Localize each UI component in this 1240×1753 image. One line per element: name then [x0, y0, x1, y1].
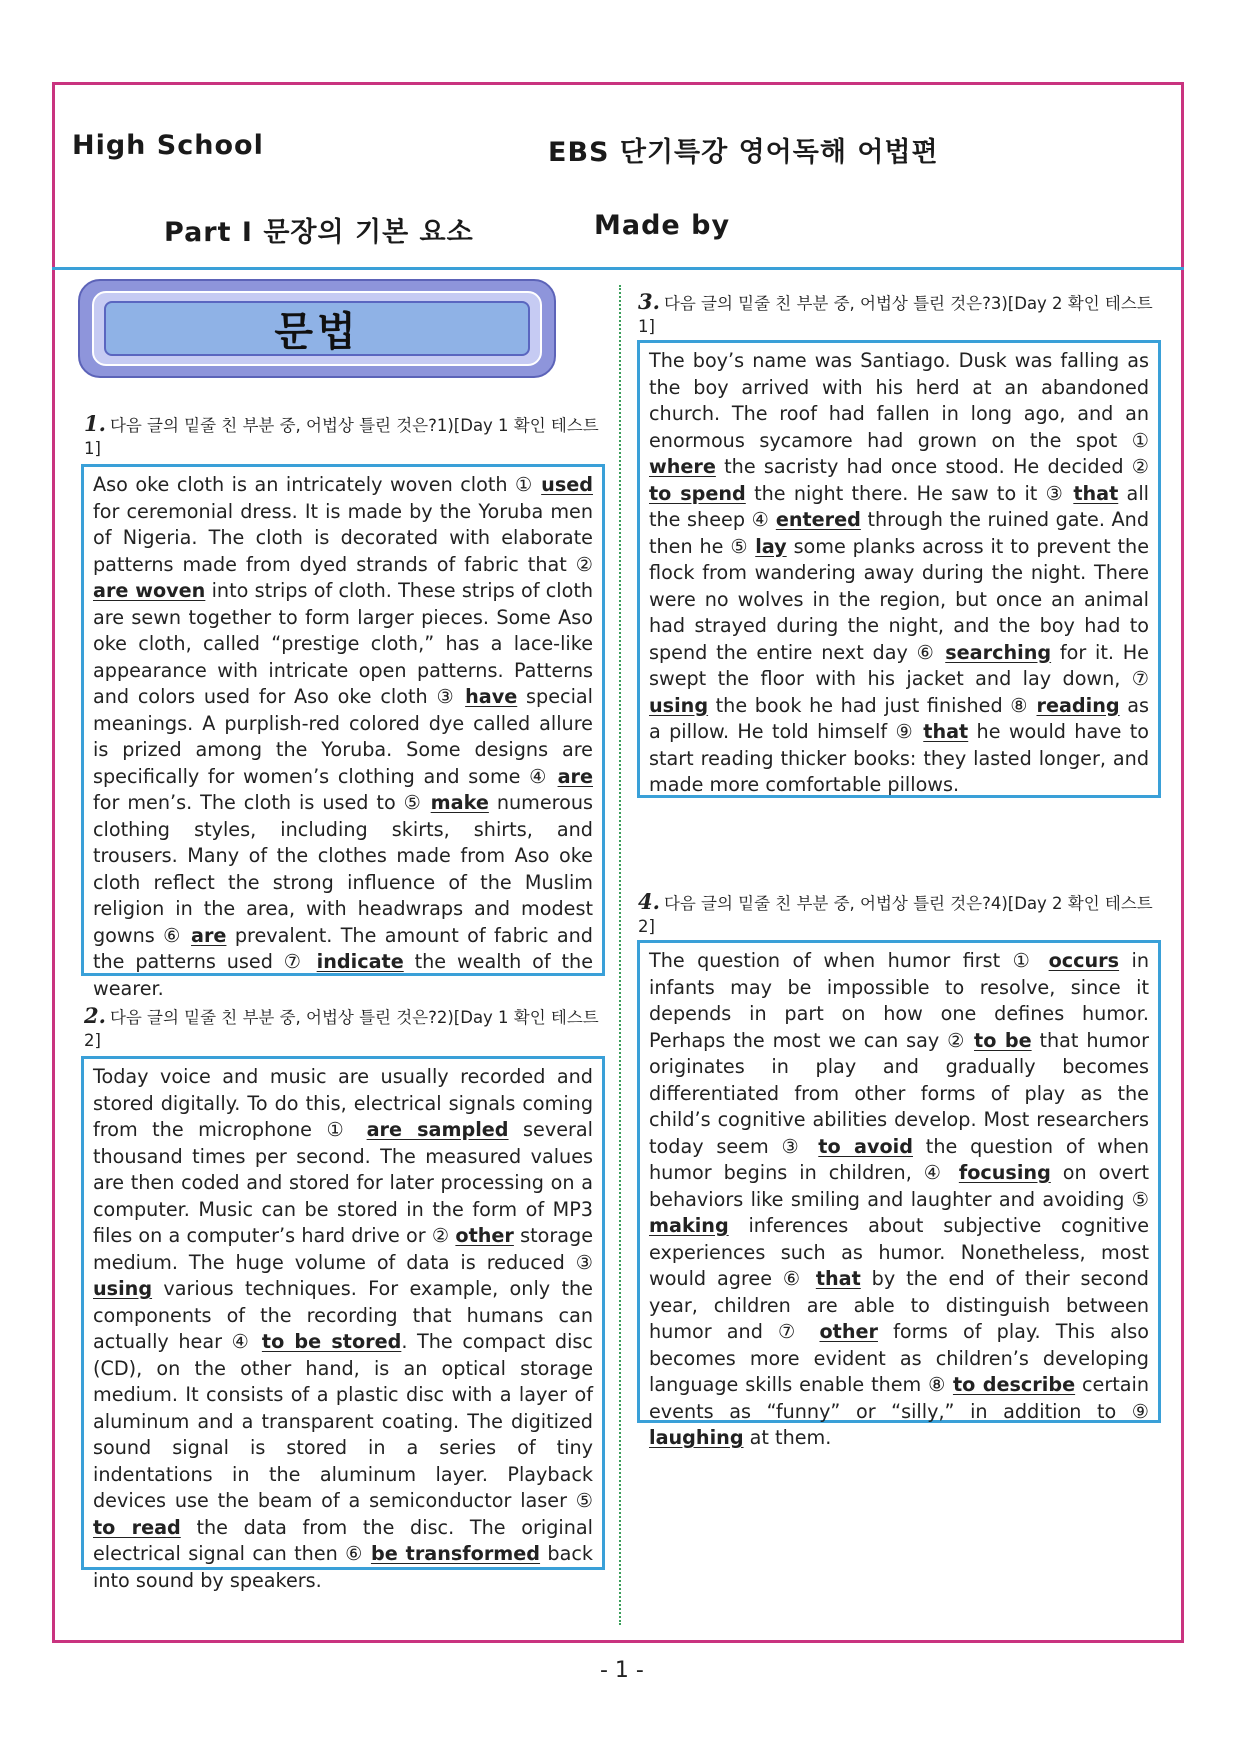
passage-text: certain events as “funny” or “silly,” in addition to ⑨ [649, 1373, 1149, 1423]
question-3-prompt [638, 290, 1160, 338]
question-1-number: 1. [84, 411, 106, 436]
passage-text: on overt behaviors like smiling and laughter and avoiding ⑤ [649, 1161, 1149, 1211]
page-number: - 1 - [600, 1658, 644, 1683]
passage-text: through the ruined gate. And then he ⑤ [649, 508, 1149, 558]
underlined-choice: other [455, 1224, 514, 1247]
passage-text: special meanings. A purplish-red colored dye called allure is prized among the Yoruba. Some designs are specifically for women’s clothing and some ④ [93, 685, 593, 788]
underlined-choice: occurs [1048, 949, 1120, 972]
passage-text: the book he had just finished ⑧ [708, 693, 1037, 717]
passage-text: by the end of their second year, children are able to distinguish between humor and ⑦ [649, 1267, 1149, 1343]
question-2-text: 다음 글의 밑줄 친 부분 중, 어법상 틀린 것은?2)[Day 1 확인 테스트 2] [84, 1008, 599, 1050]
passage-text: storage medium. The huge volume of data is reduced ③ [93, 1224, 593, 1274]
passage-text: the night there. He saw to it ③ [745, 481, 1074, 505]
underlined-choice: used [541, 473, 593, 496]
underlined-choice: to be stored [261, 1330, 402, 1353]
underlined-choice: using [93, 1277, 153, 1300]
passage-text: . The compact disc (CD), on the other hand, is an optical storage medium. It consists of a plastic disc with a layer of aluminum and a transparent coating. The digitized sound signal is stored in a series of tiny indentations in the aluminum layer. Playback devices use the beam of a semiconductor laser ⑤ [93, 1330, 593, 1512]
passage-text: back into sound by speakers. [93, 1542, 593, 1592]
underlined-choice: to describe [952, 1373, 1076, 1396]
underlined-choice: where [649, 455, 716, 478]
passage-text: Aso oke cloth is an intricately woven cloth ① [93, 473, 542, 496]
passage-text: several thousand times per second. The measured values are then coded and stored for later processing on a computer. Music can be stored in the form of MP3 files on a computer’s hard drive or ② [93, 1118, 593, 1247]
passage-text: he would have to start reading thicker books: they lasted longer, and made more comfortable pillows. [649, 720, 1149, 796]
question-2-prompt [84, 1004, 606, 1052]
part-title: Part Ⅰ 문장의 기본 요소 [164, 217, 474, 248]
question-1-prompt [84, 412, 606, 460]
underlined-choice: to read [93, 1515, 181, 1539]
question-4-prompt [638, 890, 1160, 938]
question-3-text: 다음 글의 밑줄 친 부분 중, 어법상 틀린 것은?3)[Day 2 확인 테스트 1] [638, 294, 1153, 336]
passage-text: various techniques. For example, only the components of the recording that humans can actually hear ④ [93, 1277, 593, 1353]
underlined-choice: that [1073, 481, 1119, 505]
passage-text: Today voice and music are usually recorded and stored digitally. To do this, electrical signals coming from the microphone ① [93, 1065, 593, 1141]
underlined-choice: focusing [958, 1161, 1051, 1184]
underlined-choice: to spend [649, 481, 746, 505]
passage-text: forms of play. This also becomes more evident as children’s developing language skills enable them ⑧ [649, 1320, 1149, 1396]
question-4-number: 4. [638, 889, 660, 914]
made-by-label: Made by [594, 210, 731, 241]
passage-text: all the sheep ④ [649, 481, 1149, 531]
question-1-text: 다음 글의 밑줄 친 부분 중, 어법상 틀린 것은?1)[Day 1 확인 테스트 1] [84, 416, 599, 458]
underlined-choice: are [191, 923, 227, 947]
question-2-number: 2. [84, 1003, 106, 1028]
passage-text: the question of when humor begins in children, ④ [649, 1134, 1149, 1184]
passage-text: some planks across it to prevent the flock from wandering away during the night. There were no wolves in the region, but once an animal had strayed during the night, and the boy had to spend the entire next day ⑥ [649, 534, 1149, 664]
underlined-choice: indicate [316, 950, 404, 973]
passage-text: that humor originates in play and gradually becomes differentiated from other forms of play as the child’s cognitive abilities develop. Most researchers today seem ③ [649, 1028, 1149, 1158]
question-2-passage [81, 1056, 605, 1592]
school-label: High School [72, 130, 264, 161]
underlined-choice: that [815, 1267, 861, 1290]
underlined-choice: have [465, 685, 518, 708]
underlined-choice: lay [755, 534, 787, 558]
question-1-passage [81, 464, 605, 1000]
underlined-choice: laughing [649, 1426, 744, 1449]
passage-text: inferences about subjective cognitive experiences such as humor. Nonetheless, most would agree ⑥ [649, 1214, 1149, 1290]
section-title-box [78, 279, 556, 378]
passage-text: as a pillow. He told himself ⑨ [649, 693, 1149, 743]
underlined-choice: to be [974, 1028, 1032, 1052]
passage-text: prevalent. The amount of fabric and the patterns used ⑦ [93, 923, 593, 973]
passage-text: the wealth of the wearer. [93, 950, 593, 1000]
passage-text: numerous clothing styles, including skirts, shirts, and trousers. Many of the clothes made from Aso oke cloth reflect the strong influence of the Muslim religion in the area, with headwraps and modest gowns ⑥ [93, 791, 594, 947]
question-3-number: 3. [638, 289, 660, 314]
underlined-choice: reading [1036, 693, 1120, 717]
passage-text: in infants may be impossible to resolve, since it depends in part on how one defines humor. Perhaps the most we can say ② [649, 949, 1150, 1052]
book-title: EBS 단기특강 영어독해 어법편 [548, 137, 939, 168]
passage-text: for ceremonial dress. It is made by the Yoruba men of Nigeria. The cloth is decorated with elaborate patterns made from dyed strands of fabric that ② [93, 499, 593, 576]
underlined-choice: that [923, 720, 969, 743]
underlined-choice: using [649, 693, 709, 717]
passage-text: The boy’s name was Santiago. Dusk was falling as the boy arrived with his herd at an abandoned church. The roof had fallen in long ago, and an enormous sycamore had grown on the spot ① [649, 349, 1149, 452]
question-3-passage [637, 340, 1161, 798]
header-divider [52, 267, 1184, 270]
underlined-choice: make [430, 791, 489, 814]
underlined-choice: to avoid [818, 1134, 913, 1158]
question-4-text: 다음 글의 밑줄 친 부분 중, 어법상 틀린 것은?4)[Day 2 확인 테스트 2] [638, 894, 1153, 936]
passage-text: for men’s. The cloth is used to ⑤ [93, 791, 431, 814]
section-title: 문법 [104, 301, 530, 356]
underlined-choice: are [557, 764, 593, 788]
underlined-choice: other [819, 1320, 878, 1343]
passage-text: at them. [743, 1426, 832, 1449]
passage-text: for it. He swept the floor with his jacket and lay down, ⑦ [649, 640, 1149, 690]
passage-text: into strips of cloth. These strips of cloth are sewn together to form larger pieces. Some Aso oke cloth, called “prestige cloth,” has a lace-like appearance with intricate open patterns. Patterns and colors used for Aso oke cloth ③ [93, 579, 594, 708]
passage-text: the data from the disc. The original electrical signal can then ⑥ [93, 1515, 593, 1565]
underlined-choice: making [649, 1214, 729, 1237]
underlined-choice: are sampled [366, 1118, 509, 1141]
underlined-choice: entered [775, 508, 861, 531]
passage-text: the sacristy had once stood. He decided ② [715, 455, 1149, 478]
passage-text: The question of when humor first ① [649, 949, 1049, 972]
underlined-choice: be transformed [370, 1542, 541, 1565]
column-divider [619, 285, 621, 1625]
question-4-passage [637, 940, 1161, 1449]
underlined-choice: searching [945, 640, 1052, 664]
underlined-choice: are woven [93, 579, 206, 602]
